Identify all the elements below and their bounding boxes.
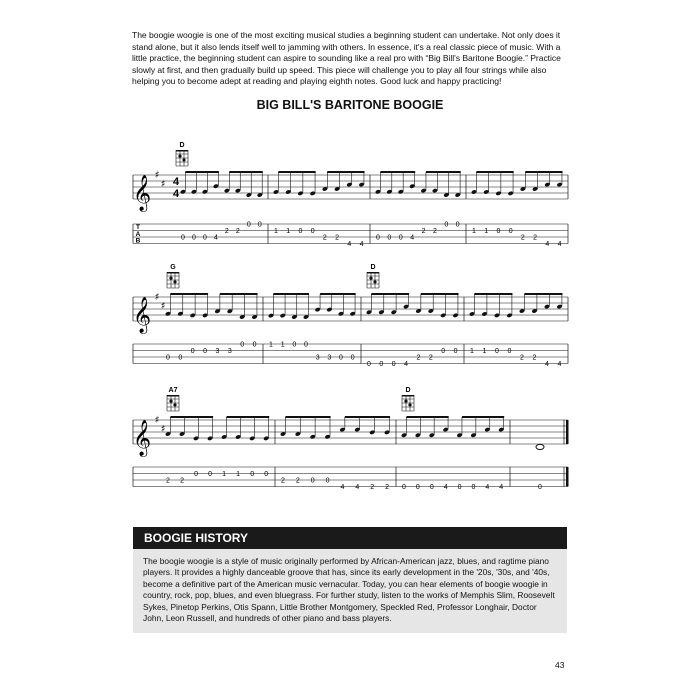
- whole-note: [536, 444, 544, 449]
- history-text: The boogie woogie is a style of music originally performed by African-American jazz, blues, and ragtime piano players. It provides a highly danceable groove that has, since its early development in the '20s, '30s, and '40s, become a definitive part of the American music vernacular. Today, you can hear elements of boogie woogie in country, rock, pop, blues, and even bluegrass. For further study, listen to the works of Memphis Slim, Roosevelt Sykes, Pinetop Perkins, Otis Spann, Little Brother Montgomery, Speckled Red, Professor Longhair, Doctor John, Leon Russell, and hundreds of other piano and bass players.: [143, 556, 555, 624]
- chord-name: D: [405, 387, 411, 394]
- tab-fret-number: 0: [398, 234, 403, 242]
- tab-fret-number: 2: [166, 477, 170, 485]
- tab-fret-number: 4: [485, 484, 490, 491]
- beam: [474, 293, 512, 295]
- chord-name: A7: [168, 387, 178, 394]
- tab-fret-number: 4: [359, 241, 364, 248]
- chord-dot: [182, 158, 185, 161]
- chord-dot: [178, 154, 181, 157]
- treble-clef-icon: 𝄞: [132, 297, 152, 333]
- beam: [220, 293, 258, 295]
- final-barline-thick: [566, 467, 569, 487]
- beam: [476, 171, 513, 173]
- tab-fret-number: 0: [457, 484, 462, 491]
- tab-fret-number: 2: [432, 228, 437, 235]
- chord-diagram-g: [167, 264, 179, 288]
- tab-fret-number: 0: [495, 348, 499, 355]
- tab-fret-number: 0: [507, 348, 512, 355]
- beam: [320, 293, 356, 295]
- tab-fret-number: 0: [208, 471, 213, 478]
- tab-fret-number: 1: [286, 228, 291, 235]
- sharp-icon: ♯: [154, 170, 160, 181]
- tab-fret-number: 0: [376, 234, 380, 242]
- chord-nut: [402, 395, 414, 397]
- tab-fret-number: 1: [274, 228, 278, 235]
- tab-fret-number: 0: [496, 228, 501, 235]
- tab-fret-number: 2: [416, 354, 421, 362]
- chord-diagram-a7: [167, 387, 179, 411]
- history-box: [133, 549, 567, 633]
- tab-fret-number: 4: [499, 484, 504, 491]
- tab-fret-number: 0: [453, 348, 458, 355]
- tab-fret-number: 1: [482, 348, 487, 355]
- tab-fret-number: 0: [257, 221, 262, 229]
- page-number: 43: [555, 660, 565, 670]
- sharp-icon: ♯: [154, 292, 160, 303]
- beam: [426, 171, 461, 173]
- tab-fret-number: 0: [387, 234, 392, 242]
- tab-fret-number: 2: [335, 234, 340, 242]
- chord-dot: [173, 403, 176, 406]
- tab-fret-number: 2: [385, 484, 389, 491]
- tab-fret-number: 0: [441, 348, 446, 355]
- tab-label: T: [136, 224, 140, 231]
- tab-fret-number: 0: [415, 484, 420, 491]
- chord-nut: [167, 272, 179, 274]
- history-header: [133, 527, 567, 549]
- tab-fret-number: 1: [470, 348, 474, 355]
- beam: [273, 293, 309, 295]
- tab-fret-number: 0: [202, 234, 207, 242]
- chord-diagram-d: [367, 264, 379, 288]
- tab-fret-number: 2: [428, 354, 433, 362]
- beam: [278, 171, 315, 173]
- beam: [227, 416, 270, 418]
- tab-fret-number: 3: [215, 348, 220, 355]
- tab-fret-number: 4: [340, 484, 345, 491]
- tab-fret-number: 0: [192, 234, 196, 242]
- tab-fret-number: 4: [545, 241, 550, 248]
- tab-fret-number: 2: [224, 228, 229, 235]
- tab-fret-number: 3: [327, 354, 332, 362]
- tab-fret-number: 4: [410, 234, 415, 242]
- tab-label: B: [135, 237, 141, 245]
- sharp-icon: ♯: [160, 301, 166, 312]
- time-signature-bottom: 4: [172, 188, 180, 200]
- tab-fret-number: 1: [280, 341, 285, 349]
- tab-fret-number: 4: [213, 234, 218, 242]
- beam: [327, 171, 364, 173]
- chord-name: D: [179, 142, 185, 149]
- beam: [185, 171, 219, 173]
- tab-fret-number: 0: [379, 361, 384, 368]
- tab-fret-number: 1: [236, 471, 241, 478]
- tab-fret-number: 4: [347, 241, 352, 248]
- tab-fret-number: 3: [227, 348, 232, 355]
- tab-fret-number: 1: [472, 228, 476, 235]
- tab-fret-number: 0: [402, 484, 406, 491]
- beam: [462, 416, 504, 418]
- tab-fret-number: 2: [295, 477, 300, 485]
- tab-fret-number: 2: [370, 484, 375, 491]
- treble-clef-icon: 𝄞: [132, 175, 152, 211]
- chord-dot: [173, 280, 176, 283]
- tab-fret-number: 2: [322, 234, 327, 242]
- tab-fret-number: 4: [404, 361, 409, 368]
- tab-label: A: [135, 230, 141, 238]
- tab-fret-number: 0: [508, 228, 513, 235]
- history-title: BOOGIE HISTORY: [144, 531, 249, 545]
- tab-fret-number: 0: [444, 221, 449, 229]
- beam: [285, 416, 330, 418]
- tab-fret-number: 0: [246, 221, 251, 229]
- beam: [524, 293, 562, 295]
- chord-nut: [167, 395, 179, 397]
- tab-fret-number: 0: [194, 471, 199, 478]
- tab-fret-number: 0: [429, 484, 434, 491]
- chord-dot: [369, 276, 372, 279]
- final-barline-thick: [566, 420, 569, 444]
- song-title: BIG BILL'S BARITONE BOOGIE: [256, 98, 444, 112]
- tab-fret-number: 0: [264, 471, 269, 478]
- tab-fret-number: 0: [292, 341, 297, 349]
- tab-fret-number: 4: [557, 361, 562, 368]
- beam: [406, 416, 448, 418]
- tab-fret-number: 0: [391, 361, 396, 368]
- tab-fret-number: 0: [325, 477, 330, 485]
- tab-fret-number: 0: [310, 228, 315, 235]
- tab-fret-number: 4: [545, 361, 549, 368]
- tab-fret-number: 0: [181, 234, 185, 242]
- intro-paragraph: The boogie woogie is one of the most exciting musical studies a beginning student can undertake. Not only does it stand alone, but it also lends itself well to jamming with others. In essence, it's a real classic piece of music. With a little practice, the beginning student can aspire to sounding like a real pro with “Big Bill's Baritone Boogie.” Practice slowly at first, and then gradually build up speed. This piece will challenge you to play all four strings while also helping you to become adept at reading and playing eighth notes. Good luck and happy practicing!: [132, 30, 561, 87]
- chord-name: D: [370, 264, 376, 271]
- tab-fret-number: 4: [355, 484, 360, 491]
- tab-fret-number: 0: [538, 484, 542, 491]
- tab-fret-number: 1: [269, 341, 273, 349]
- tab-fret-number: 4: [557, 241, 562, 248]
- chord-dot: [373, 280, 376, 283]
- tab-fret-number: 2: [520, 354, 524, 362]
- tab-fret-number: 4: [443, 484, 448, 491]
- tab-fret-number: 0: [350, 354, 355, 362]
- chord-nut: [367, 272, 379, 274]
- tab-fret-number: 2: [235, 228, 240, 235]
- tab-fret-number: 2: [533, 234, 538, 242]
- tab-fret-number: 0: [310, 477, 315, 485]
- tab-fret-number: 0: [455, 221, 460, 229]
- sharp-icon: ♯: [160, 424, 166, 435]
- tab-fret-number: 2: [532, 354, 537, 362]
- tab-fret-number: 2: [281, 477, 285, 485]
- beam: [345, 416, 390, 418]
- sharp-icon: ♯: [154, 415, 160, 426]
- chord-dot: [169, 276, 172, 279]
- tab-fret-number: 3: [315, 354, 320, 362]
- tab-fret-number: 0: [304, 341, 308, 349]
- chord-dot: [408, 403, 411, 406]
- tab-fret-number: 1: [222, 471, 227, 478]
- beam: [170, 293, 208, 295]
- tab-fret-number: 0: [252, 341, 257, 349]
- tab-fret-number: 0: [250, 471, 255, 478]
- beam: [380, 171, 415, 173]
- tab-fret-number: 0: [190, 348, 195, 355]
- beam: [371, 293, 409, 295]
- tab-fret-number: 0: [203, 348, 208, 355]
- sharp-icon: ♯: [160, 179, 166, 190]
- beam: [421, 293, 459, 295]
- tab-fret-number: 0: [367, 361, 371, 368]
- tab-fret-number: 0: [166, 354, 170, 362]
- chord-nut: [176, 150, 188, 152]
- time-signature-top: 4: [172, 176, 180, 188]
- treble-clef-icon: 𝄞: [132, 420, 152, 456]
- tab-fret-number: 2: [180, 477, 184, 485]
- beam: [525, 171, 562, 173]
- tab-fret-number: 0: [298, 228, 303, 235]
- tab-fret-number: 2: [421, 228, 426, 235]
- chord-diagram-d: [176, 142, 188, 166]
- tab-fret-number: 0: [240, 341, 245, 349]
- tab-fret-number: 1: [484, 228, 489, 235]
- chord-diagram-d: [402, 387, 414, 411]
- beam: [229, 171, 263, 173]
- chord-name: G: [170, 264, 176, 271]
- tab-fret-number: 0: [178, 354, 183, 362]
- chord-dot: [169, 399, 172, 402]
- beam: [170, 416, 213, 418]
- tab-fret-number: 2: [520, 234, 525, 242]
- tab-fret-number: 0: [471, 484, 476, 491]
- chord-dot: [404, 399, 407, 402]
- tab-fret-number: 0: [339, 354, 343, 362]
